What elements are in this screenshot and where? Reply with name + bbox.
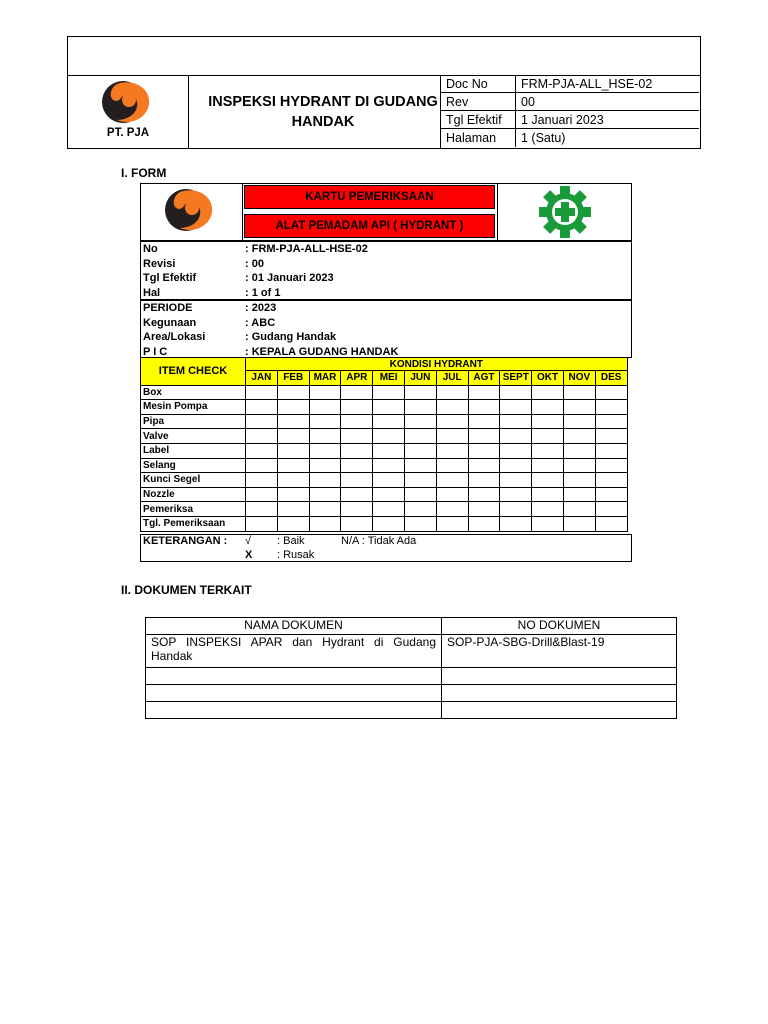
document-row <box>146 685 677 702</box>
checklist-row <box>141 429 628 444</box>
info-row <box>141 271 631 286</box>
info-value: : 1 of 1 <box>245 286 281 299</box>
info-value: : 00 <box>245 257 264 270</box>
check-cell[interactable] <box>436 487 468 502</box>
check-cell[interactable] <box>500 414 532 429</box>
month-header: JAN <box>246 371 278 386</box>
safety-gear-cell <box>497 184 632 240</box>
info-row <box>141 301 631 316</box>
info-row <box>141 316 631 331</box>
check-cell[interactable] <box>246 473 278 488</box>
check-cell[interactable] <box>277 385 309 400</box>
month-header: JUN <box>404 371 436 386</box>
documents-header-cell: NO DOKUMEN <box>442 618 677 635</box>
meta-value: FRM-PJA-ALL_HSE-02 <box>516 75 700 93</box>
check-cell[interactable] <box>436 502 468 517</box>
check-cell[interactable] <box>468 458 500 473</box>
check-cell[interactable] <box>500 443 532 458</box>
check-cell[interactable] <box>563 516 595 531</box>
check-cell[interactable] <box>309 443 341 458</box>
legend-x-symbol: X <box>245 549 253 561</box>
check-cell[interactable] <box>532 487 564 502</box>
meta-value: 1 (Satu) <box>516 129 700 148</box>
check-cell[interactable] <box>500 400 532 415</box>
month-header: DES <box>595 371 627 386</box>
checklist-row <box>141 487 628 502</box>
info-label: Area/Lokasi <box>143 331 206 344</box>
period-info-box <box>140 300 632 358</box>
info-label: Revisi <box>143 257 176 270</box>
check-cell[interactable] <box>341 473 373 488</box>
check-cell[interactable] <box>436 516 468 531</box>
company-logo-cell <box>68 75 189 148</box>
legend-box <box>140 534 632 562</box>
document-header <box>67 36 701 149</box>
check-cell[interactable] <box>563 502 595 517</box>
checklist-row <box>141 414 628 429</box>
document-cell <box>442 702 677 719</box>
check-cell[interactable] <box>277 458 309 473</box>
check-cell[interactable] <box>595 443 627 458</box>
checklist-row <box>141 502 628 517</box>
document-cell: SOP-PJA-SBG-Drill&Blast-19 <box>442 635 677 668</box>
inspection-checklist-table <box>140 357 628 532</box>
legend-x-text: : Rusak <box>277 549 315 561</box>
check-cell[interactable] <box>246 385 278 400</box>
check-cell[interactable] <box>246 458 278 473</box>
month-header: SEPT <box>500 371 532 386</box>
check-cell[interactable] <box>468 516 500 531</box>
check-cell[interactable] <box>532 516 564 531</box>
check-cell[interactable] <box>468 429 500 444</box>
check-cell[interactable] <box>595 473 627 488</box>
check-cell[interactable] <box>341 385 373 400</box>
check-cell[interactable] <box>373 443 405 458</box>
checklist-row <box>141 516 628 531</box>
check-cell[interactable] <box>277 516 309 531</box>
meta-row <box>441 111 699 129</box>
month-header: OKT <box>532 371 564 386</box>
month-header: FEB <box>277 371 309 386</box>
check-cell[interactable] <box>309 414 341 429</box>
card-title-2: ALAT PEMADAM API ( HYDRANT ) <box>244 214 495 238</box>
check-cell[interactable] <box>246 487 278 502</box>
check-cell[interactable] <box>563 473 595 488</box>
check-cell[interactable] <box>404 443 436 458</box>
check-cell[interactable] <box>309 429 341 444</box>
header-meta-table <box>441 75 699 147</box>
check-cell[interactable] <box>404 458 436 473</box>
check-cell[interactable] <box>563 458 595 473</box>
check-cell[interactable] <box>309 385 341 400</box>
check-cell[interactable] <box>246 429 278 444</box>
info-value: : 2023 <box>245 302 277 314</box>
documents-header-cell: NAMA DOKUMEN <box>146 618 442 635</box>
check-cell[interactable] <box>563 400 595 415</box>
document-row <box>146 702 677 719</box>
check-item-label: Pipa <box>141 414 246 429</box>
info-value: : KEPALA GUDANG HANDAK <box>245 345 399 358</box>
check-cell[interactable] <box>373 473 405 488</box>
check-cell[interactable] <box>373 516 405 531</box>
check-cell[interactable] <box>532 429 564 444</box>
check-cell[interactable] <box>468 487 500 502</box>
check-cell[interactable] <box>341 516 373 531</box>
document-title: INSPEKSI HYDRANT DI GUDANG HANDAK <box>188 75 441 148</box>
check-cell[interactable] <box>277 400 309 415</box>
meta-value: 1 Januari 2023 <box>516 111 700 129</box>
check-cell[interactable] <box>595 516 627 531</box>
check-cell[interactable] <box>309 487 341 502</box>
check-cell[interactable] <box>500 429 532 444</box>
check-item-label: Valve <box>141 429 246 444</box>
document-info-box <box>140 241 632 300</box>
checklist-row <box>141 385 628 400</box>
check-cell[interactable] <box>563 487 595 502</box>
meta-label: Rev <box>441 93 516 111</box>
check-item-label: Mesin Pompa <box>141 400 246 415</box>
check-cell[interactable] <box>532 502 564 517</box>
check-cell[interactable] <box>532 400 564 415</box>
meta-label: Doc No <box>441 75 516 93</box>
check-cell[interactable] <box>309 473 341 488</box>
info-row <box>141 242 631 257</box>
check-cell[interactable] <box>404 400 436 415</box>
check-cell[interactable] <box>404 473 436 488</box>
related-documents-table <box>145 617 677 719</box>
check-cell[interactable] <box>277 502 309 517</box>
document-cell <box>442 685 677 702</box>
check-cell[interactable] <box>595 414 627 429</box>
check-cell[interactable] <box>595 458 627 473</box>
check-cell[interactable] <box>436 414 468 429</box>
info-label: Hal <box>143 286 161 299</box>
info-row <box>141 330 631 345</box>
check-cell[interactable] <box>404 502 436 517</box>
check-item-label: Pemeriksa <box>141 502 246 517</box>
info-value: : Gudang Handak <box>245 331 337 344</box>
check-cell[interactable] <box>246 502 278 517</box>
check-cell[interactable] <box>468 443 500 458</box>
info-label: PERIODE <box>143 302 193 314</box>
legend-na-text: N/A : Tidak Ada <box>341 535 417 547</box>
check-cell[interactable] <box>373 502 405 517</box>
card-logo-icon <box>161 188 219 236</box>
check-cell[interactable] <box>373 385 405 400</box>
meta-label: Halaman <box>441 129 516 148</box>
check-cell[interactable] <box>246 443 278 458</box>
check-cell[interactable] <box>595 385 627 400</box>
legend-label: KETERANGAN : <box>143 535 228 547</box>
checklist-row <box>141 473 628 488</box>
check-item-label: Nozzle <box>141 487 246 502</box>
check-cell[interactable] <box>532 473 564 488</box>
check-cell[interactable] <box>404 414 436 429</box>
month-header: APR <box>341 371 373 386</box>
check-cell[interactable] <box>532 443 564 458</box>
check-cell[interactable] <box>341 487 373 502</box>
company-name: PT. PJA <box>106 127 150 139</box>
check-cell[interactable] <box>277 443 309 458</box>
document-cell <box>146 702 442 719</box>
meta-row <box>441 75 699 93</box>
info-value: : ABC <box>245 316 276 329</box>
checklist-row <box>141 400 628 415</box>
meta-value: 00 <box>516 93 700 111</box>
check-cell[interactable] <box>468 502 500 517</box>
document-cell: SOP INSPEKSI APAR dan Hydrant di Gudang Handak <box>146 635 442 668</box>
check-cell[interactable] <box>436 473 468 488</box>
checklist-row <box>141 458 628 473</box>
check-cell[interactable] <box>404 429 436 444</box>
check-cell[interactable] <box>309 400 341 415</box>
check-cell[interactable] <box>277 414 309 429</box>
check-cell[interactable] <box>468 473 500 488</box>
meta-label: Tgl Efektif <box>441 111 516 129</box>
check-cell[interactable] <box>563 443 595 458</box>
check-cell[interactable] <box>500 487 532 502</box>
header-top-band <box>68 37 700 76</box>
check-cell[interactable] <box>436 429 468 444</box>
meta-row <box>441 129 699 148</box>
check-cell[interactable] <box>500 458 532 473</box>
check-cell[interactable] <box>246 400 278 415</box>
check-item-label: Box <box>141 385 246 400</box>
check-cell[interactable] <box>595 502 627 517</box>
check-cell[interactable] <box>436 443 468 458</box>
info-label: P I C <box>143 345 168 358</box>
check-cell[interactable] <box>500 516 532 531</box>
kondisi-header: KONDISI HYDRANT <box>246 358 628 371</box>
check-cell[interactable] <box>436 400 468 415</box>
info-row <box>141 286 631 301</box>
info-label: Kegunaan <box>143 316 197 329</box>
check-cell[interactable] <box>309 458 341 473</box>
item-check-header: ITEM CHECK <box>141 358 246 386</box>
month-header: NOV <box>563 371 595 386</box>
check-cell[interactable] <box>277 429 309 444</box>
legend-check-symbol: √ <box>245 535 252 547</box>
check-cell[interactable] <box>468 385 500 400</box>
info-label: Tgl Efektif <box>143 272 197 285</box>
document-row <box>146 668 677 685</box>
month-header: JUL <box>436 371 468 386</box>
check-cell[interactable] <box>500 385 532 400</box>
check-cell[interactable] <box>500 502 532 517</box>
check-cell[interactable] <box>341 414 373 429</box>
info-row <box>141 257 631 272</box>
check-cell[interactable] <box>373 429 405 444</box>
check-cell[interactable] <box>436 385 468 400</box>
check-cell[interactable] <box>309 516 341 531</box>
document-cell <box>146 685 442 702</box>
month-header: MEI <box>373 371 405 386</box>
check-cell[interactable] <box>532 385 564 400</box>
check-item-label: Label <box>141 443 246 458</box>
info-value: : 01 Januari 2023 <box>245 272 334 285</box>
info-label: No <box>143 243 158 255</box>
check-cell[interactable] <box>595 429 627 444</box>
check-cell[interactable] <box>436 458 468 473</box>
check-item-label: Selang <box>141 458 246 473</box>
check-cell[interactable] <box>532 414 564 429</box>
check-cell[interactable] <box>563 414 595 429</box>
check-cell[interactable] <box>373 487 405 502</box>
section-documents-heading: II. DOKUMEN TERKAIT <box>121 583 252 597</box>
check-cell[interactable] <box>277 473 309 488</box>
check-cell[interactable] <box>500 473 532 488</box>
inspection-card <box>140 183 632 563</box>
card-title-1: KARTU PEMERIKSAAN <box>244 185 495 209</box>
check-cell[interactable] <box>341 458 373 473</box>
check-cell[interactable] <box>341 400 373 415</box>
check-cell[interactable] <box>595 487 627 502</box>
card-logo-cell <box>141 184 243 240</box>
meta-row <box>441 93 699 111</box>
document-cell <box>442 668 677 685</box>
check-item-label: Tgl. Pemeriksaan <box>141 516 246 531</box>
check-cell[interactable] <box>468 400 500 415</box>
document-row <box>146 635 677 668</box>
check-cell[interactable] <box>341 429 373 444</box>
check-cell[interactable] <box>373 458 405 473</box>
section-form-heading: I. FORM <box>121 166 167 180</box>
checklist-row <box>141 443 628 458</box>
check-item-label: Kunci Segel <box>141 473 246 488</box>
check-cell[interactable] <box>404 487 436 502</box>
check-cell[interactable] <box>246 414 278 429</box>
checklist-header-row <box>141 358 628 371</box>
month-header: MAR <box>309 371 341 386</box>
check-cell[interactable] <box>595 400 627 415</box>
check-cell[interactable] <box>373 414 405 429</box>
check-cell[interactable] <box>277 487 309 502</box>
card-title-block <box>242 184 497 240</box>
check-cell[interactable] <box>404 516 436 531</box>
card-header <box>140 183 632 241</box>
check-cell[interactable] <box>563 429 595 444</box>
check-cell[interactable] <box>532 458 564 473</box>
check-cell[interactable] <box>563 385 595 400</box>
documents-header-row <box>146 618 677 635</box>
legend-check-text: : Baik <box>277 535 305 547</box>
check-cell[interactable] <box>341 502 373 517</box>
company-logo-icon <box>99 80 155 128</box>
check-cell[interactable] <box>373 400 405 415</box>
check-cell[interactable] <box>468 414 500 429</box>
month-header: AGT <box>468 371 500 386</box>
info-value: : FRM-PJA-ALL-HSE-02 <box>245 243 368 255</box>
check-cell[interactable] <box>341 443 373 458</box>
check-cell[interactable] <box>309 502 341 517</box>
check-cell[interactable] <box>246 516 278 531</box>
document-cell <box>146 668 442 685</box>
safety-gear-cross-icon <box>536 186 594 238</box>
check-cell[interactable] <box>404 385 436 400</box>
